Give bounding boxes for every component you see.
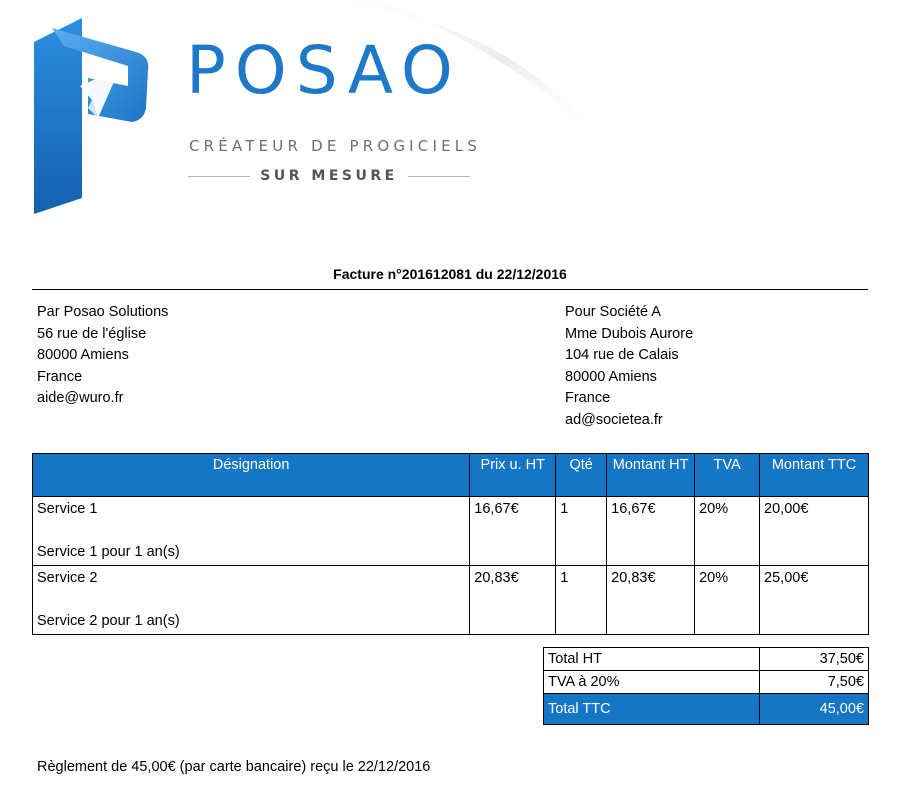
payment-note: Règlement de 45,00€ (par carte bancaire) reçu le 22/12/2016 [37, 759, 431, 775]
posao-logo-icon [28, 8, 158, 214]
items-table [32, 453, 869, 635]
recipient-line: France [565, 390, 611, 407]
divider-line [188, 176, 250, 177]
recipient-email: ad@societea.fr [565, 411, 663, 428]
sender-email: aide@wuro.fr [37, 390, 124, 407]
tva-cell: 20% [695, 497, 760, 566]
column-header-amount-ttc: Montant TTC [760, 454, 869, 497]
divider-line [408, 176, 470, 177]
item-name: Service 2 [37, 570, 98, 586]
tva-value: 7,50€ [760, 671, 869, 694]
amount-ttc-cell: 20,00€ [760, 497, 869, 566]
amount-ht-cell: 20,83€ [607, 566, 695, 635]
amount-ht-cell: 16,67€ [607, 497, 695, 566]
column-header-unit-price: Prix u. HT [470, 454, 556, 497]
tva-cell: 20% [695, 566, 760, 635]
recipient-line: 104 rue de Calais [565, 347, 679, 364]
quantity-cell: 1 [556, 566, 607, 635]
sender-line: France [37, 368, 83, 385]
unit-price-cell: 20,83€ [470, 566, 556, 635]
table-row [33, 497, 869, 566]
brand-subtagline-row [188, 166, 470, 186]
item-description: Service 1 pour 1 an(s) [37, 544, 180, 560]
total-ht-value: 37,50€ [760, 648, 869, 671]
total-ttc-row [544, 694, 869, 725]
table-row [33, 566, 869, 635]
item-description: Service 2 pour 1 an(s) [37, 613, 180, 629]
column-header-tva: TVA [695, 454, 760, 497]
title-divider [32, 289, 868, 290]
recipient-address [565, 302, 693, 432]
invoice-title: Facture n°201612081 du 22/12/2016 [333, 266, 567, 282]
column-header-designation: Désignation [33, 454, 470, 497]
recipient-line: Mme Dubois Aurore [565, 325, 694, 342]
amount-ttc-cell: 25,00€ [760, 566, 869, 635]
total-ht-label: Total HT [544, 648, 760, 671]
recipient-line: 80000 Amiens [565, 368, 657, 385]
sender-line: Par Posao Solutions [37, 304, 169, 320]
designation-cell [33, 566, 470, 635]
unit-price-cell: 16,67€ [470, 497, 556, 566]
total-ttc-value: 45,00€ [760, 694, 869, 725]
brand-tagline: CRÉATEUR DE PROGICIELS [189, 137, 482, 155]
total-ttc-label: Total TTC [544, 694, 760, 725]
designation-cell [33, 497, 470, 566]
column-header-quantity: Qté [556, 454, 607, 497]
tva-row [544, 671, 869, 694]
quantity-cell: 1 [556, 497, 607, 566]
brand-name: POSAO [186, 32, 462, 109]
totals-table [543, 647, 869, 725]
table-header-row [33, 454, 869, 497]
item-name: Service 1 [37, 501, 98, 517]
tva-label: TVA à 20% [544, 671, 760, 694]
recipient-line: Pour Société A [565, 304, 661, 320]
brand-subtagline: SUR MESURE [260, 168, 398, 184]
column-header-amount-ht: Montant HT [607, 454, 695, 497]
sender-address [37, 302, 168, 410]
sender-line: 80000 Amiens [37, 347, 129, 364]
total-ht-row [544, 648, 869, 671]
sender-line: 56 rue de l'église [37, 325, 147, 342]
